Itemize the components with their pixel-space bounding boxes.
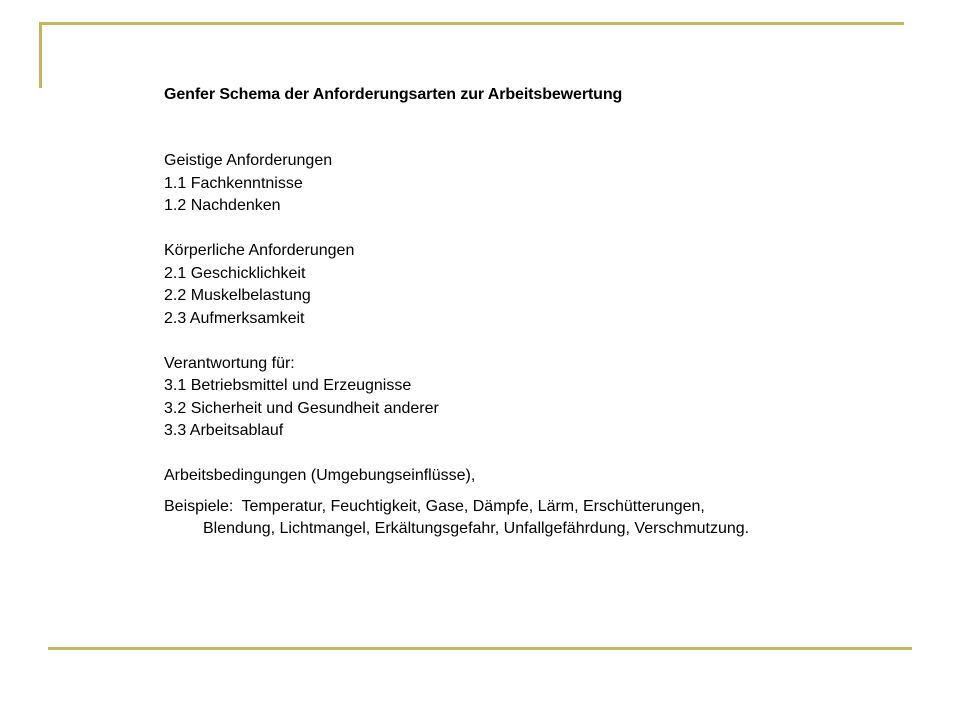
group-responsibility [164, 353, 884, 443]
list-item: 2.1 Geschicklichkeit [164, 264, 306, 282]
left-decorative-line [39, 22, 42, 88]
list-item: 1.1 Fachkenntnisse [164, 174, 303, 192]
group-mental-requirements [164, 150, 884, 218]
slide-title: Genfer Schema der Anforderungsarten zur Arbeitsbewertung [164, 86, 623, 103]
list-item: 2.3 Aufmerksamkeit [164, 309, 305, 327]
group-physical-requirements [164, 240, 884, 330]
group-heading: Verantwortung für: [164, 354, 295, 372]
list-item: 1.2 Nachdenken [164, 197, 281, 214]
top-decorative-line [40, 22, 904, 25]
group-heading: Geistige Anforderungen [164, 152, 333, 169]
examples-block [164, 496, 884, 541]
list-item: 3.1 Betriebsmittel und Erzeugnisse [164, 377, 412, 394]
working-conditions-heading: Arbeitsbedingungen (Umgebungseinflüsse), [164, 467, 476, 484]
examples-text-1: Temperatur, Feuchtigkeit, Gase, Dämpfe, Lärm, Erschütterungen, [241, 497, 705, 515]
list-item: 2.2 Muskelbelastung [164, 287, 311, 304]
bottom-decorative-line [48, 647, 912, 650]
list-item: 3.2 Sicherheit und Gesundheit anderer [164, 399, 439, 417]
slide-content [164, 150, 884, 541]
examples-line-2: Blendung, Lichtmangel, Erkältungsgefahr, Unfallgefährdung, Verschmutzung. [203, 520, 750, 537]
group-heading: Körperliche Anforderungen [164, 242, 355, 259]
examples-label: Beispiele: [164, 497, 234, 515]
examples-line-1 [164, 496, 884, 519]
list-item: 3.3 Arbeitsablauf [164, 422, 284, 439]
